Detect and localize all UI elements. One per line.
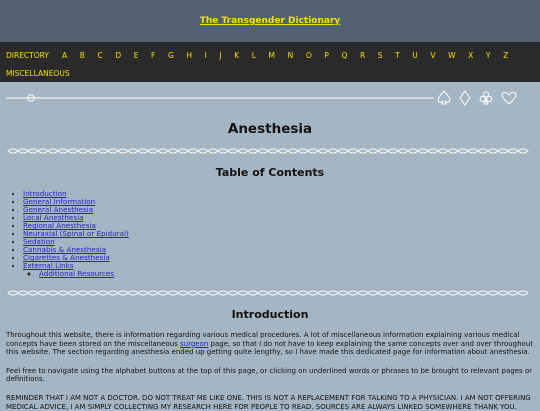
nav-letter-c[interactable]: C — [97, 50, 103, 60]
rope-link — [198, 149, 208, 153]
rope-link — [178, 149, 188, 153]
rope-link — [208, 291, 218, 295]
nav-letter-o[interactable]: O — [305, 50, 312, 60]
nav-letter-h[interactable]: H — [186, 50, 192, 60]
rope-link — [248, 149, 258, 153]
toc-link[interactable]: General Anesthesia — [23, 205, 94, 214]
nav-letter-z[interactable]: Z — [503, 50, 509, 60]
rope-link — [458, 291, 468, 295]
nav-directory-link[interactable]: DIRECTORY — [6, 50, 49, 60]
rope-link — [468, 149, 478, 153]
toc-item — [23, 190, 540, 198]
diamond-icon — [460, 91, 470, 105]
toc-link[interactable]: Introduction — [23, 189, 67, 198]
nav-letter-j[interactable]: J — [219, 50, 222, 60]
rope-link — [108, 149, 118, 153]
nav-letter-t[interactable]: T — [395, 50, 400, 60]
rope-link — [418, 291, 428, 295]
rope-link — [328, 149, 338, 153]
rope-link — [508, 291, 518, 295]
toc-link[interactable]: Cigarettes & Anesthesia — [23, 253, 110, 262]
site-header — [0, 0, 540, 42]
nav-letter-n[interactable]: N — [287, 50, 294, 60]
rope-link — [368, 291, 378, 295]
rope-link — [48, 149, 58, 153]
rope-link — [98, 291, 108, 295]
toc-link[interactable]: Local Anesthesia — [23, 213, 84, 222]
rope-link — [318, 149, 328, 153]
rope-link — [298, 291, 308, 295]
toc-link[interactable]: General Information — [23, 197, 96, 206]
rope-link — [398, 149, 408, 153]
rope-link — [218, 291, 228, 295]
rope-link — [268, 291, 278, 295]
rope-link — [368, 149, 378, 153]
toc-heading: Table of Contents — [215, 166, 325, 179]
rope-link — [518, 149, 528, 153]
toc-item — [23, 254, 540, 262]
rope-link — [278, 291, 288, 295]
spade-icon — [438, 91, 450, 104]
rope-link — [258, 149, 268, 153]
rope-link — [488, 291, 498, 295]
alphabet-nav — [0, 42, 540, 82]
rope-link — [478, 291, 488, 295]
rope-link — [148, 291, 158, 295]
rope-link — [78, 149, 88, 153]
rope-link — [138, 149, 148, 153]
rope-link — [348, 291, 358, 295]
rope-link — [348, 149, 358, 153]
rope-link — [128, 149, 138, 153]
rope-link — [108, 291, 118, 295]
rope-link — [38, 291, 48, 295]
rope-link — [248, 291, 258, 295]
rope-link — [358, 291, 368, 295]
nav-letter-y[interactable]: Y — [485, 50, 491, 60]
rope-link — [358, 149, 368, 153]
rope-link — [398, 291, 408, 295]
rope-link — [378, 291, 388, 295]
rope-link — [178, 291, 188, 295]
nav-letter-g[interactable]: G — [167, 50, 174, 60]
rope-link — [518, 291, 528, 295]
site-title-link[interactable]: The Transgender Dictionary — [199, 16, 341, 26]
rope-link — [48, 291, 58, 295]
rope-link — [138, 291, 148, 295]
rope-link — [28, 291, 38, 295]
rope-link — [168, 291, 178, 295]
rope-link — [278, 149, 288, 153]
nav-letter-i[interactable]: I — [204, 50, 207, 60]
rope-link — [438, 149, 448, 153]
club-icon — [480, 92, 492, 104]
rope-divider — [6, 146, 534, 156]
nav-letter-v[interactable]: V — [430, 50, 436, 60]
rope-link — [328, 291, 338, 295]
rope-link — [448, 291, 458, 295]
rope-link — [428, 149, 438, 153]
rope-link — [498, 291, 508, 295]
navigation-note: Feel free to navigate using the alphabet buttons at the top of this page, or clicking on underlined words or phrases to be brought to relevant pages or definitions. — [6, 366, 533, 384]
rope-divider — [6, 288, 534, 298]
rope-link — [318, 291, 328, 295]
nav-letter-x[interactable]: X — [468, 50, 474, 60]
toc-sublink[interactable]: Additional Resources — [39, 269, 115, 278]
toc-link[interactable]: Regional Anesthesia — [23, 221, 96, 230]
nav-letter-f[interactable]: F — [151, 50, 156, 60]
nav-letter-p[interactable]: P — [324, 50, 329, 60]
rope-link — [418, 149, 428, 153]
rope-link — [238, 149, 248, 153]
nav-letter-w[interactable]: W — [448, 50, 456, 60]
toc-item — [23, 230, 540, 238]
rope-link — [218, 149, 228, 153]
rope-link — [78, 291, 88, 295]
rope-link — [378, 149, 388, 153]
surgeon-link[interactable]: surgeon — [180, 339, 209, 348]
rope-link — [288, 291, 298, 295]
nav-letter-e[interactable]: E — [133, 50, 139, 60]
rope-link — [338, 149, 348, 153]
rope-link — [68, 149, 78, 153]
rope-link — [68, 291, 78, 295]
rope-link — [8, 149, 18, 153]
rope-link — [268, 149, 278, 153]
rope-link — [468, 291, 478, 295]
rope-link — [18, 149, 28, 153]
toc-item — [23, 198, 540, 206]
rope-link — [288, 149, 298, 153]
rope-link — [88, 149, 98, 153]
rope-link — [338, 291, 348, 295]
rope-link — [58, 291, 68, 295]
nav-row — [6, 46, 534, 64]
rope-link — [408, 149, 418, 153]
rope-link — [28, 149, 38, 153]
disclaimer-text: REMINDER THAT I AM NOT A DOCTOR. DO NOT TREAT ME LIKE ONE. THIS IS NOT A REPLACEMENT FOR TALKING TO A PHYSICIAN. I AM NOT OFFERING MEDICAL ADVICE, I AM SIMPLY COLLECTING MY RESEARCH HERE FOR PEOPLE TO READ. SOURCES ARE ALWAYS LINKED SOMEWHERE THANK YOU. — [6, 393, 531, 411]
rope-link — [388, 149, 398, 153]
rope-link — [448, 149, 458, 153]
rope-link — [498, 149, 508, 153]
rope-link — [118, 291, 128, 295]
rope-link — [408, 291, 418, 295]
rope-link — [308, 149, 318, 153]
intro-text: page, so that I do not have to keep explaining the same concepts over and over throughout this website. The section regarding anesthesia ended up getting quite lengthy, so I have made this dedicated page for information about anesthesia. — [6, 339, 534, 357]
rope-link — [158, 149, 168, 153]
rope-link — [508, 149, 518, 153]
rope-link — [228, 291, 238, 295]
divider-graphic — [0, 82, 540, 115]
rope-link — [188, 291, 198, 295]
nav-letter-b[interactable]: B — [79, 50, 85, 60]
nav-miscellaneous-link[interactable]: MISCELLANEOUS — [6, 68, 70, 78]
rope-link — [428, 291, 438, 295]
rope-link — [308, 291, 318, 295]
toc-subitem — [39, 270, 540, 278]
heart-icon — [502, 92, 516, 104]
toc-sublist — [39, 270, 540, 278]
nav-letter-s[interactable]: S — [377, 50, 383, 60]
rope-link — [8, 291, 18, 295]
nav-letter-q[interactable]: Q — [341, 50, 348, 60]
rope-link — [148, 149, 158, 153]
rope-link — [38, 149, 48, 153]
rope-link — [158, 291, 168, 295]
intro-heading: Introduction — [231, 308, 309, 321]
rope-link — [128, 291, 138, 295]
rope-link — [208, 149, 218, 153]
intro-text: Throughout this website, there is information regarding various medical procedures. A lot of miscellaneous information explaining various medical concepts have been stored on the miscellaneous — [6, 331, 520, 348]
nav-letter-u[interactable]: U — [412, 50, 418, 60]
rope-link — [298, 149, 308, 153]
rope-link — [258, 291, 268, 295]
page-title: Anesthesia — [227, 121, 313, 137]
nav-row — [6, 64, 534, 82]
toc-link[interactable]: Neuraxial (Spinal or Epidural) — [23, 229, 129, 238]
rope-link — [18, 291, 28, 295]
rope-link — [58, 149, 68, 153]
toc-item — [23, 206, 540, 214]
rope-link — [168, 149, 178, 153]
card-suit-divider — [0, 82, 540, 115]
nav-letter-d[interactable]: D — [115, 50, 122, 60]
rope-link — [228, 149, 238, 153]
nav-letter-k[interactable]: K — [234, 50, 240, 60]
nav-letter-m[interactable]: M — [268, 50, 275, 60]
intro-paragraph — [6, 331, 534, 357]
rope-link — [88, 291, 98, 295]
toc-item — [23, 214, 540, 222]
toc-link[interactable]: External Links — [23, 261, 74, 270]
rope-link — [118, 149, 128, 153]
rope-link — [238, 291, 248, 295]
rope-link — [388, 291, 398, 295]
nav-letter-r[interactable]: R — [359, 50, 366, 60]
rope-link — [98, 149, 108, 153]
rope-link — [458, 149, 468, 153]
toc-item — [23, 262, 540, 278]
toc-link[interactable]: Sedation — [23, 237, 55, 246]
rope-link — [188, 149, 198, 153]
toc-link[interactable]: Cannabis & Anesthesia — [23, 245, 106, 254]
table-of-contents — [23, 190, 540, 278]
rope-link — [488, 149, 498, 153]
nav-letter-l[interactable]: L — [251, 50, 256, 60]
rope-link — [198, 291, 208, 295]
rope-link — [438, 291, 448, 295]
rope-link — [478, 149, 488, 153]
nav-letter-a[interactable]: A — [61, 50, 68, 60]
